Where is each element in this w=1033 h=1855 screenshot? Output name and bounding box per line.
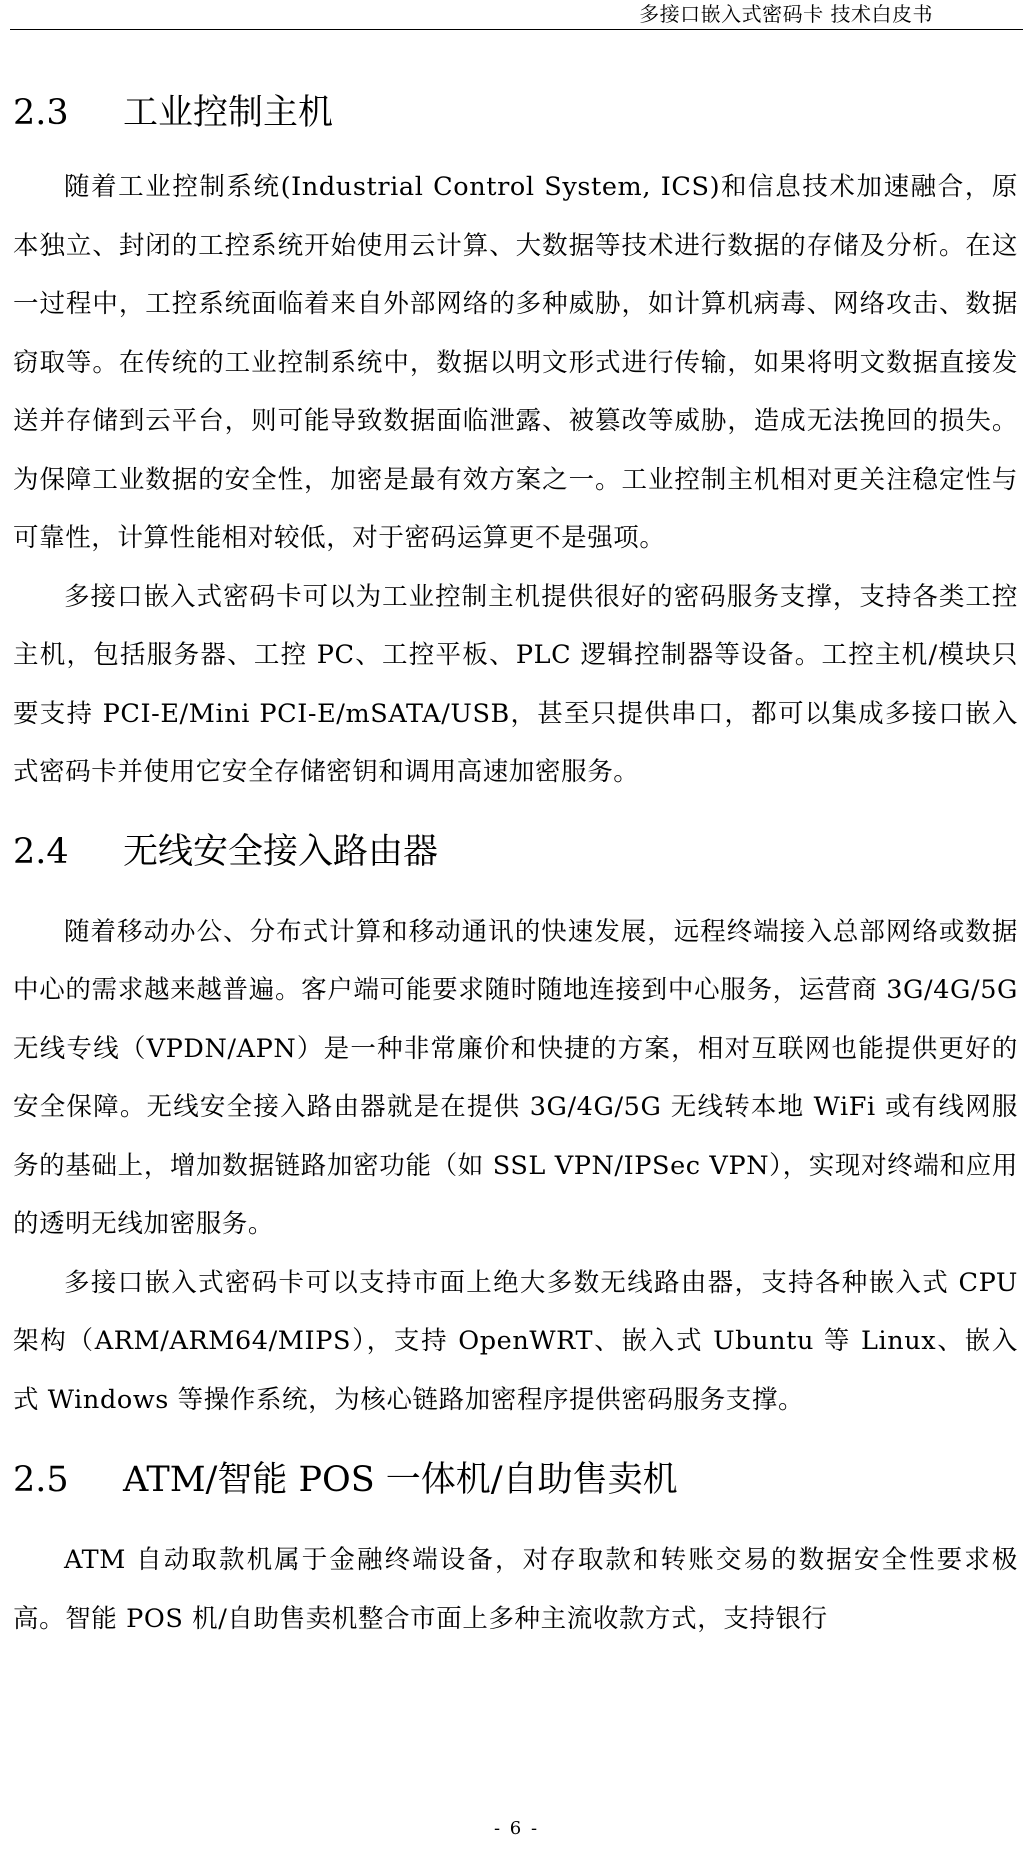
paragraph: 多接口嵌入式密码卡可以支持市面上绝大多数无线路由器，支持各种嵌入式 CPU 架构（ARM/ARM64/MIPS），支持 OpenWRT、嵌入式 Ubuntu 等 Linux、嵌入式 Windows 等操作系统，为核心链路加密程序提供密码服务支撑。 — [13, 1267, 1018, 1415]
section-number: 2.4 — [13, 831, 69, 872]
section-heading-2-3 — [13, 82, 1018, 144]
page-number: - 6 - — [493, 1818, 540, 1839]
section-number: 2.5 — [13, 1460, 69, 1500]
paragraph: ATM 自动取款机属于金融终端设备，对存取款和转账交易的数据安全性要求极高。智能 POS 机/自助售卖机整合市面上多种主流收款方式，支持银行 — [13, 1545, 1018, 1634]
page-content — [13, 82, 1018, 1648]
section-title: 工业控制主机 — [123, 93, 334, 133]
paragraph: 随着移动办公、分布式计算和移动通讯的快速发展，远程终端接入总部网络或数据中心的需求越来越普遍。客户端可能要求随时随地连接到中心服务，运营商 3G/4G/5G 无线专线（VPDN/APN）是一种非常廉价和快捷的方案，相对互联网也能提供更好的安全保障。无线安全接入路由器就是在提供 3G/4G/5G 无线转本地 WiFi 或有线网服务的基础上，增加数据链路加密功能（如 SSL VPN/IPSec VPN），实现对终端和应用的透明无线加密服务。 — [13, 916, 1018, 1239]
section-heading-2-4 — [13, 821, 1018, 883]
section-title: ATM/智能 POS 一体机/自助售卖机 — [123, 1460, 678, 1500]
paragraph: 多接口嵌入式密码卡可以为工业控制主机提供很好的密码服务支撑，支持各类工控主机，包括服务器、工控 PC、工控平板、PLC 逻辑控制器等设备。工控主机/模块只要支持 PCI-E/Mini PCI-E/mSATA/USB，甚至只提供串口，都可以集成多接口嵌入式密码卡并使用它安全存储密钥和调用高速加密服务。 — [13, 581, 1018, 787]
section-number: 2.3 — [13, 93, 69, 133]
document-title: 多接口嵌入式密码卡 技术白皮书 — [639, 2, 933, 26]
section-heading-2-5 — [13, 1449, 1018, 1511]
paragraph: 随着工业控制系统(Industrial Control System, ICS)和信息技术加速融合，原本独立、封闭的工控系统开始使用云计算、大数据等技术进行数据的存储及分析。在这一过程中，工控系统面临着来自外部网络的多种威胁，如计算机病毒、网络攻击、数据窃取等。在传统的工业控制系统中，数据以明文形式进行传输，如果将明文数据直接发送并存储到云平台，则可能导致数据面临泄露、被篡改等威胁，造成无法挽回的损失。为保障工业数据的安全性，加密是最有效方案之一。工业控制主机相对更关注稳定性与可靠性，计算性能相对较低，对于密码运算更不是强项。 — [13, 172, 1018, 553]
running-header — [10, 0, 1023, 30]
section-title: 无线安全接入路由器 — [123, 831, 439, 872]
